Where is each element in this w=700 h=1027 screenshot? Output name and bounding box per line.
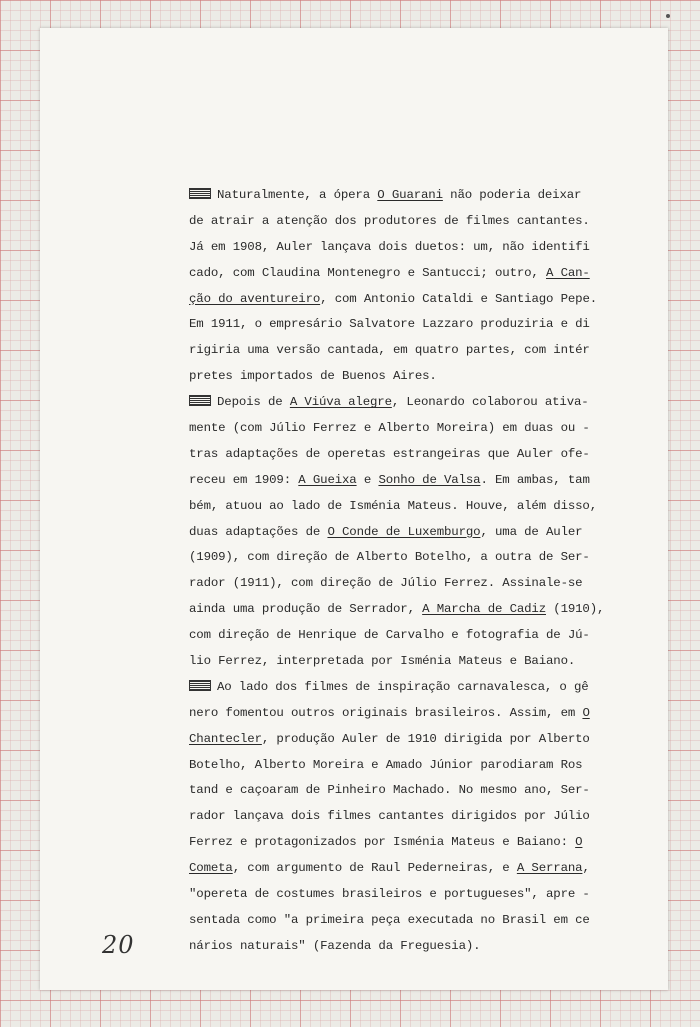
text-segment: Já em 1908, Auler lançava dois duetos: um, não identifi — [189, 239, 590, 254]
text-line — [189, 675, 684, 701]
text-line — [189, 235, 684, 261]
text-line — [189, 701, 684, 727]
text-line — [189, 753, 684, 779]
underlined-title: O Guarani — [377, 188, 443, 202]
text-segment: , produção Auler de 1910 dirigida por Alberto — [261, 731, 590, 746]
underlined-title: A Gueixa — [298, 472, 357, 487]
text-line — [189, 209, 684, 235]
text-line — [189, 571, 684, 597]
text-line — [189, 364, 684, 390]
text-line — [189, 338, 684, 364]
text-segment: , — [582, 861, 590, 876]
text-line — [189, 856, 684, 882]
text-line — [189, 520, 684, 546]
text-segment: ainda uma produção de Serrador, — [189, 602, 423, 617]
text-line — [189, 261, 684, 287]
text-line — [189, 649, 684, 675]
text-line — [189, 183, 684, 209]
text-segment: rador lançava dois filmes cantantes dirigidos por Júlio — [189, 809, 590, 824]
text-line — [189, 804, 684, 830]
text-segment: Naturalmente, a ópera — [217, 188, 378, 202]
text-segment: sentada como "a primeira peça executada no Brasil em ce — [189, 912, 590, 927]
text-line — [189, 494, 684, 520]
text-segment: . Em ambas, tam — [480, 472, 590, 487]
paragraph-mark-icon — [189, 188, 211, 199]
underlined-title: O — [582, 705, 590, 720]
underlined-title: O — [575, 835, 583, 850]
text-line — [189, 908, 684, 934]
text-segment: rador (1911), com direção de Júlio Ferrez. Assinale-se — [189, 576, 583, 591]
text-segment: (1909), com direção de Alberto Botelho, a outra de Ser- — [189, 550, 590, 565]
text-segment: Em 1911, o empresário Salvatore Lazzaro produziria e di — [189, 317, 590, 332]
typed-text-block — [189, 183, 684, 960]
underlined-title: Chantecler — [189, 731, 262, 746]
text-segment: nários naturais" (Fazenda da Freguesia). — [189, 938, 481, 953]
text-segment: bém, atuou ao lado de Isménia Mateus. Houve, além disso, — [189, 498, 597, 513]
typed-page — [40, 28, 668, 990]
text-segment: duas adaptações de — [189, 524, 328, 539]
underlined-title: A Viúva alegre — [289, 395, 392, 410]
text-line — [189, 287, 684, 313]
paragraph-mark-icon — [189, 680, 211, 691]
text-segment: , com argumento de Raul Pederneiras, e — [232, 861, 517, 876]
text-line — [189, 597, 684, 623]
text-line — [189, 623, 684, 649]
underlined-title: Cometa — [189, 861, 233, 876]
text-segment: e — [356, 472, 379, 487]
paragraph-mark-icon — [189, 395, 211, 406]
text-segment: mente (com Júlio Ferrez e Alberto Moreira) em duas ou - — [189, 421, 590, 436]
text-line — [189, 312, 684, 338]
text-segment: , uma de Auler — [480, 524, 583, 539]
text-segment: nero fomentou outros originais brasileiros. Assim, em — [189, 705, 583, 720]
underlined-title: Sonho de Valsa — [378, 472, 481, 487]
text-segment: Depois de — [217, 395, 290, 410]
underlined-title: A Serrana — [516, 861, 583, 876]
text-segment: com direção de Henrique de Carvalho e fotografia de Jú- — [189, 628, 590, 643]
text-line — [189, 468, 684, 494]
text-line — [189, 390, 684, 416]
text-segment: tras adaptações de operetas estrangeiras que Auler ofe- — [189, 446, 590, 461]
text-segment: (1910), — [546, 602, 605, 617]
pin-mark — [666, 14, 670, 18]
text-segment: tand e caçoaram de Pinheiro Machado. No mesmo ano, Ser- — [189, 783, 590, 798]
text-segment: rigiria uma versão cantada, em quatro partes, com intér — [189, 343, 590, 358]
text-segment: lio Ferrez, interpretada por Isménia Mateus e Baiano. — [189, 654, 576, 669]
text-line — [189, 545, 684, 571]
text-line — [189, 830, 684, 856]
text-line — [189, 442, 684, 468]
text-segment: , Leonardo colaborou ativa- — [391, 395, 589, 410]
text-line — [189, 778, 684, 804]
text-segment: cado, com Claudina Montenegro e Santucci; outro, — [189, 265, 546, 280]
underlined-title: A Marcha de Cadiz — [422, 602, 546, 617]
underlined-title: ção do aventureiro — [189, 291, 321, 306]
text-segment: Ao lado dos filmes de inspiração carnavalesca, o gê — [217, 679, 589, 694]
underlined-title: A Can- — [546, 265, 590, 280]
text-segment: , com Antonio Cataldi e Santiago Pepe. — [320, 291, 598, 306]
text-segment: pretes importados de Buenos Aires. — [189, 369, 437, 384]
text-line — [189, 416, 684, 442]
text-segment: de atrair a atenção dos produtores de filmes cantantes. — [189, 213, 590, 228]
text-segment: Ferrez e protagonizados por Isménia Mateus e Baiano: — [189, 835, 576, 850]
underlined-title: O Conde de Luxemburgo — [327, 524, 481, 539]
text-segment: Botelho, Alberto Moreira e Amado Júnior parodiaram Ros — [189, 757, 583, 772]
text-line — [189, 727, 684, 753]
text-segment: receu em 1909: — [189, 472, 299, 487]
text-line — [189, 934, 684, 960]
text-line — [189, 882, 684, 908]
text-segment: "opereta de costumes brasileiros e portugueses", apre - — [189, 887, 590, 902]
text-segment: não poderia deixar — [442, 188, 582, 202]
handwritten-page-number: 20 — [102, 931, 135, 959]
